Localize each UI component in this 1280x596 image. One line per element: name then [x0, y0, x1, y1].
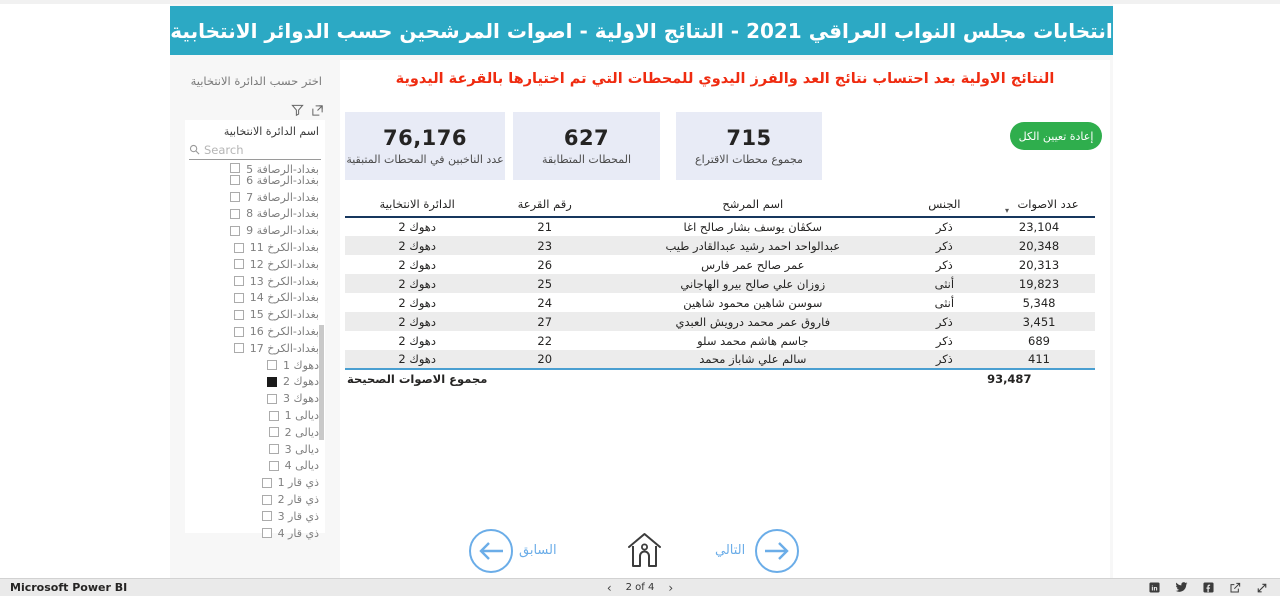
district-label: ذي قار 2 — [277, 493, 319, 507]
district-cell: دهوك 2 — [398, 257, 436, 272]
search-icon — [189, 140, 200, 159]
stat-card-total-stations — [676, 112, 822, 180]
candidate-name-cell: جاسم هاشم محمد سلو — [697, 333, 809, 348]
checkbox-icon[interactable] — [234, 243, 244, 253]
district-label: بغداد-الكرخ 15 — [249, 308, 319, 322]
gender-cell: ذكر — [935, 220, 953, 234]
district-label: ديالى 3 — [284, 442, 319, 456]
checkbox-icon[interactable] — [267, 360, 277, 370]
gender-cell: ذكر — [935, 314, 953, 329]
candidate-name-cell: سكڤان يوسف بشار صالح اغا — [683, 220, 823, 234]
column-header-gender[interactable]: الجنس — [906, 191, 983, 217]
total-votes-label: مجموع الاصوات الصحيحة — [345, 369, 489, 388]
district-label: دهوك 3 — [283, 392, 319, 406]
gender-cell: ذكر — [935, 333, 953, 348]
district-checkbox-item[interactable] — [187, 424, 319, 441]
stat-card-remaining-voters — [345, 112, 505, 180]
district-cell: دهوك 2 — [398, 352, 436, 366]
district-label: بغداد-الرصافة 9 — [246, 224, 319, 238]
district-checkbox-item[interactable] — [187, 256, 319, 273]
table-row[interactable] — [345, 236, 1095, 255]
votes-cell: 5,348 — [1022, 295, 1056, 310]
fullscreen-icon[interactable] — [1256, 582, 1268, 594]
district-label: ديالى 2 — [284, 425, 319, 439]
gender-cell: ذكر — [935, 238, 953, 253]
page-indicator: 2 of 4 — [625, 582, 655, 593]
votes-cell: 689 — [1028, 333, 1050, 348]
table-header-row — [345, 191, 1095, 217]
candidate-name-cell: عمر صالح عمر فارس — [701, 257, 805, 272]
checkbox-icon[interactable] — [269, 461, 279, 471]
checkbox-icon[interactable] — [230, 192, 240, 202]
column-header-lottery[interactable]: رقم القرعة — [489, 191, 600, 217]
page-title: انتخابات مجلس النواب العراقي 2021 - النتائج الاولية - اصوات المرشحين حسب الدوائر الانتخابية — [170, 6, 1113, 55]
checkbox-icon[interactable] — [234, 310, 244, 320]
popout-icon[interactable] — [311, 104, 324, 117]
checkbox-icon[interactable] — [234, 293, 244, 303]
prev-page-button[interactable] — [469, 529, 513, 573]
district-cell: دهوك 2 — [398, 333, 436, 348]
table-row[interactable] — [345, 217, 1095, 236]
lottery-number-cell: 24 — [537, 295, 553, 310]
district-label: بغداد-الرصافة 7 — [246, 190, 319, 204]
district-checkbox-item[interactable] — [187, 407, 319, 424]
district-cell: دهوك 2 — [398, 295, 436, 310]
search-input[interactable] — [204, 143, 304, 157]
table-row[interactable] — [345, 331, 1095, 350]
gender-cell: ذكر — [935, 257, 953, 272]
table-total-row — [345, 369, 1095, 388]
district-label: دهوك 1 — [283, 358, 319, 372]
lottery-number-cell: 27 — [537, 314, 553, 329]
checkbox-icon[interactable] — [267, 377, 277, 387]
candidate-name-cell: سالم علي شاباز محمد — [699, 352, 807, 366]
gender-cell: أنثى — [934, 276, 955, 291]
checkbox-icon[interactable] — [234, 259, 244, 269]
powerbi-brand: Microsoft Power BI — [10, 581, 128, 594]
checkbox-icon[interactable] — [230, 226, 240, 236]
checkbox-icon[interactable] — [269, 427, 279, 437]
district-checkbox-item[interactable] — [187, 374, 319, 391]
prev-arrow-icon — [476, 540, 506, 562]
reset-all-button[interactable]: إعادة تعيين الكل — [1010, 122, 1102, 150]
district-label: بغداد-الكرخ 11 — [249, 241, 319, 255]
checkbox-icon[interactable] — [262, 528, 272, 538]
pager-next-chevron-icon[interactable]: › — [668, 580, 674, 595]
checkbox-icon[interactable] — [230, 163, 240, 173]
votes-cell: 20,313 — [1018, 257, 1060, 272]
sort-descending-icon: ▾ — [1004, 206, 1009, 215]
checkbox-icon[interactable] — [262, 495, 272, 505]
district-checkbox-item[interactable] — [187, 441, 319, 458]
district-label: بغداد-الرصافة 8 — [246, 207, 319, 221]
checkbox-icon[interactable] — [234, 343, 244, 353]
district-checkbox-item[interactable] — [187, 163, 319, 176]
candidate-name-cell: فاروق عمر محمد درويش العبدي — [675, 314, 831, 329]
district-checkbox-item[interactable] — [187, 357, 319, 374]
twitter-icon[interactable] — [1175, 582, 1188, 593]
district-label: ذي قار 3 — [277, 509, 319, 523]
lottery-number-cell: 23 — [537, 238, 553, 253]
stat-value: 627 — [563, 126, 610, 150]
share-icon[interactable] — [1229, 582, 1241, 594]
candidate-name-cell: عبدالواحد احمد رشيد عبدالقادر طيب — [665, 238, 841, 253]
main-panel — [340, 60, 1110, 578]
district-checkbox-item[interactable] — [187, 508, 319, 525]
district-checkbox-item[interactable] — [187, 474, 319, 491]
column-header-district[interactable]: الدائرة الانتخابية — [345, 191, 489, 217]
checkbox-icon[interactable] — [230, 209, 240, 219]
stat-value: 715 — [726, 126, 772, 150]
checkbox-icon[interactable] — [267, 394, 277, 404]
pager-prev-chevron-icon[interactable]: ‹ — [606, 580, 612, 595]
district-checkbox-item[interactable] — [187, 172, 319, 189]
district-label: بغداد-الرصافة 5 — [246, 163, 319, 176]
district-checkbox-item[interactable] — [187, 189, 319, 206]
total-votes-value: 93,487 — [983, 369, 1095, 388]
district-checkbox-item[interactable] — [187, 306, 319, 323]
district-label: ذي قار 4 — [277, 526, 319, 540]
votes-cell: 3,451 — [1022, 314, 1056, 329]
votes-cell: 20,348 — [1018, 238, 1060, 253]
next-page-button[interactable] — [755, 529, 799, 573]
district-label: بغداد-الكرخ 16 — [249, 325, 319, 339]
district-cell: دهوك 2 — [398, 238, 436, 253]
district-checkbox-item[interactable] — [187, 273, 319, 290]
district-checkbox-item[interactable] — [187, 458, 319, 475]
stat-value: 76,176 — [382, 126, 468, 150]
district-slicer — [185, 120, 325, 540]
stat-label: عدد الناخبين في المحطات المتبقية — [346, 153, 504, 166]
home-icon — [626, 530, 663, 570]
district-label: بغداد-الكرخ 17 — [249, 341, 319, 355]
column-header-candidate[interactable]: اسم المرشح — [600, 191, 906, 217]
district-checkbox-item[interactable] — [187, 390, 319, 407]
filter-funnel-icon[interactable] — [291, 104, 304, 117]
lottery-number-cell: 25 — [537, 276, 553, 291]
district-checkbox-item[interactable] — [187, 239, 319, 256]
stat-label: مجموع محطات الاقتراع — [695, 153, 803, 166]
district-cell: دهوك 2 — [398, 276, 436, 291]
checkbox-icon[interactable] — [269, 444, 279, 454]
district-label: بغداد-الكرخ 12 — [249, 257, 319, 271]
checkbox-icon[interactable] — [230, 175, 240, 185]
votes-cell: 23,104 — [1018, 220, 1060, 234]
district-checkbox-item[interactable] — [187, 340, 319, 357]
district-cell: دهوك 2 — [398, 220, 436, 234]
district-label: ديالى 4 — [284, 459, 319, 473]
votes-cell: 19,823 — [1018, 276, 1060, 291]
next-page-label[interactable]: التالي — [715, 543, 746, 558]
checkbox-icon[interactable] — [269, 411, 279, 421]
table-row[interactable] — [345, 293, 1095, 312]
table-row[interactable] — [345, 274, 1095, 293]
table-row[interactable] — [345, 255, 1095, 274]
slicer-scrollbar[interactable] — [319, 325, 324, 440]
district-label: بغداد-الكرخ 14 — [249, 291, 319, 305]
district-checkbox-item[interactable] — [187, 290, 319, 307]
district-label: دهوك 2 — [283, 375, 319, 389]
district-checkbox-item[interactable] — [187, 525, 319, 542]
district-label: ديالى 1 — [284, 409, 319, 423]
report-subtitle: النتائج الاولية بعد احتساب نتائج العد والفرز اليدوي للمحطات التي تم اختيارها بالقرعة اليدوية — [395, 71, 1055, 87]
lottery-number-cell: 26 — [537, 257, 553, 272]
district-filter-heading: اختر حسب الدائرة الانتخابية — [190, 74, 322, 88]
district-checkbox-item[interactable] — [187, 323, 319, 340]
district-label: بغداد-الكرخ 13 — [249, 274, 319, 288]
district-checkbox-item[interactable] — [187, 491, 319, 508]
powerbi-footer-bar — [0, 578, 1280, 596]
lottery-number-cell: 22 — [537, 333, 553, 348]
slicer-field-title: اسم الدائرة الانتخابية — [223, 125, 319, 138]
district-label: بغداد-الرصافة 6 — [246, 173, 319, 187]
stat-card-matched-stations — [513, 112, 660, 180]
prev-page-label[interactable]: السابق — [519, 543, 557, 558]
checkbox-icon[interactable] — [262, 511, 272, 521]
district-list — [185, 160, 325, 540]
column-header-votes[interactable]: عدد الاصوات ▾ — [983, 191, 1095, 217]
table-row[interactable] — [345, 350, 1095, 369]
checkbox-icon[interactable] — [262, 478, 272, 488]
checkbox-icon[interactable] — [234, 327, 244, 337]
stat-label: المحطات المتطابقة — [541, 153, 632, 166]
lottery-number-cell: 21 — [537, 220, 553, 234]
votes-cell: 411 — [1028, 352, 1050, 366]
next-arrow-icon — [762, 540, 792, 562]
candidate-name-cell: سوسن شاهين محمود شاهين — [683, 295, 823, 310]
district-checkbox-item[interactable] — [187, 222, 319, 239]
linkedin-icon[interactable] — [1149, 582, 1160, 593]
candidate-name-cell: زوزان علي صالح بيرو الهاجاني — [680, 276, 826, 291]
lottery-number-cell: 20 — [537, 352, 553, 366]
gender-cell: ذكر — [935, 352, 953, 366]
svg-text:in: in — [1151, 585, 1158, 593]
district-label: ذي قار 1 — [277, 476, 319, 490]
facebook-icon[interactable] — [1203, 582, 1214, 593]
gender-cell: أنثى — [934, 295, 955, 310]
district-checkbox-item[interactable] — [187, 206, 319, 223]
table-row[interactable] — [345, 312, 1095, 331]
district-cell: دهوك 2 — [398, 314, 436, 329]
results-table — [345, 191, 1095, 388]
checkbox-icon[interactable] — [234, 276, 244, 286]
home-button[interactable] — [626, 530, 663, 574]
